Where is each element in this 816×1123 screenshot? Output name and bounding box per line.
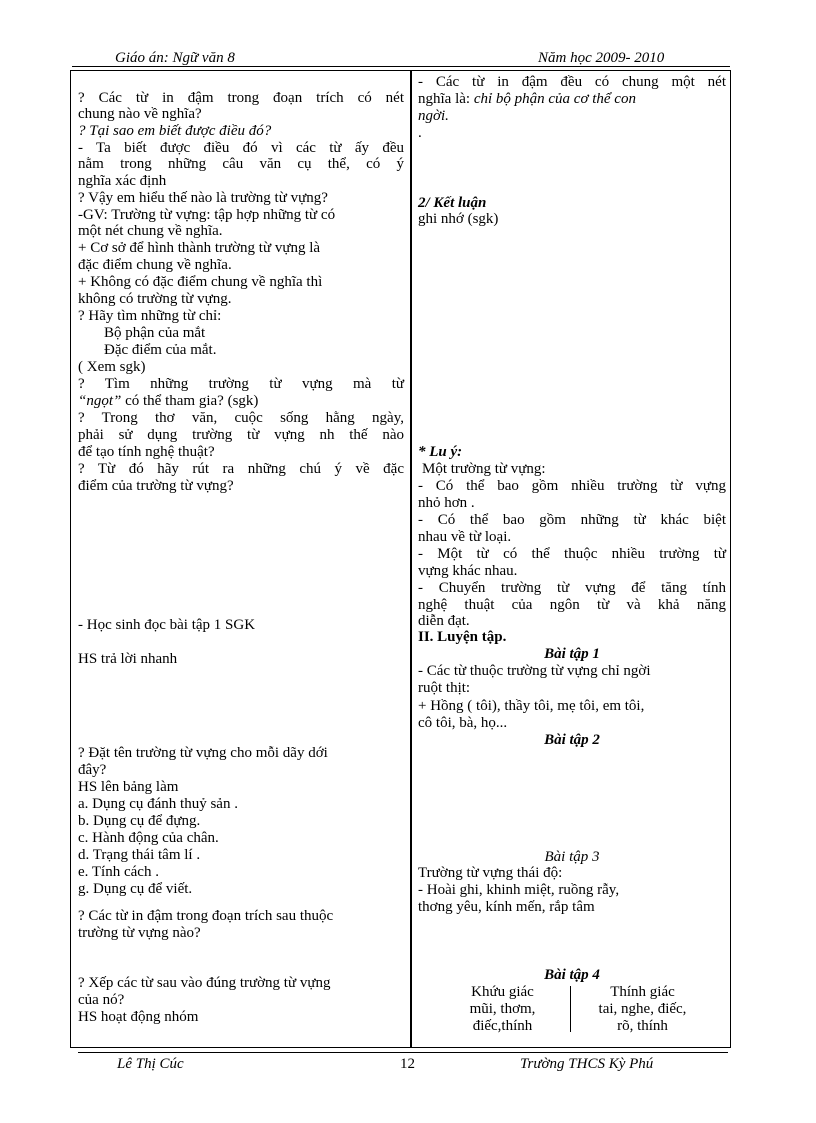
- right-line: + Hồng ( tôi), thầy tôi, mẹ tôi, em tôi,: [418, 698, 645, 714]
- left-line: ? Tại sao em biết được điều đó?: [78, 123, 272, 139]
- exercise-2-heading: Bài tập 2: [544, 732, 600, 748]
- left-line: ? Các từ in đậm trong đoạn trích có nét: [78, 90, 404, 106]
- right-line: thơng yêu, kính mến, rắp tâm: [418, 899, 595, 915]
- left-line: trường từ vựng nào?: [78, 925, 201, 941]
- right-line-text: nghĩa là:: [418, 91, 471, 107]
- sense-hearing-title: Thính giác: [610, 984, 675, 1000]
- left-line: + Không có đặc điểm chung về nghĩa thì: [78, 274, 323, 290]
- left-line: ( Xem sgk): [78, 359, 146, 375]
- right-line: nghệ thuật của ngôn từ và khả năng: [418, 597, 726, 613]
- right-line: cô tôi, bà, họ...: [418, 715, 508, 731]
- left-line: -GV: Trường từ vựng: tập hợp những từ có: [78, 207, 336, 223]
- left-line: nghĩa xác định: [78, 173, 167, 189]
- right-line: Một trường từ vựng:: [422, 461, 546, 477]
- left-line: ? Xếp các từ sau vào đúng trường từ vựng: [78, 975, 331, 991]
- left-line: HS trả lời nhanh: [78, 651, 178, 667]
- right-line: - Có thể bao gồm nhiều trường từ vựng: [418, 478, 726, 494]
- column-divider: [410, 70, 412, 1048]
- left-line: HS hoạt động nhóm: [78, 1009, 199, 1025]
- header-rule: [72, 66, 730, 67]
- left-line: [78, 393, 404, 409]
- exercise-4-heading: Bài tập 4: [544, 967, 600, 983]
- sense-smell-title: Khứu giác: [471, 984, 534, 1000]
- left-line: một nét chung về nghĩa.: [78, 223, 223, 239]
- right-line: - Hoài ghi, khinh miệt, ruồng rẫy,: [418, 882, 620, 898]
- sense-hearing-line: tai, nghe, điếc,: [598, 1001, 687, 1017]
- left-line: ? Hãy tìm những từ chỉ:: [78, 308, 222, 324]
- right-line: - Chuyển trường từ vựng để tăng tính: [418, 580, 726, 596]
- conclusion-heading: 2/ Kết luận: [418, 195, 487, 211]
- footer-author: Lê Thị Cúc: [117, 1056, 184, 1072]
- sense-smell-line: điếc,thính: [472, 1018, 533, 1034]
- left-line: đây?: [78, 762, 107, 778]
- practice-heading: II. Luyện tập.: [418, 629, 507, 645]
- right-line: diễn đạt.: [418, 613, 470, 629]
- left-line: HS lên bảng làm: [78, 779, 179, 795]
- right-line: ghi nhớ (sgk): [418, 211, 499, 227]
- header-lesson-title: Giáo án: Ngữ văn 8: [115, 50, 235, 66]
- left-line: đặc điểm chung về nghĩa.: [78, 257, 232, 273]
- left-line: + Cơ sở để hình thành trường từ vựng là: [78, 240, 321, 256]
- page-number: 12: [400, 1056, 415, 1072]
- left-line: ? Từ đó hãy rút ra những chú ý về đặc: [78, 461, 404, 477]
- left-line: - Học sinh đọc bài tập 1 SGK: [78, 617, 256, 633]
- left-line: - Ta biết được điều đó vì các từ ấy đều: [78, 140, 404, 156]
- left-line: ? Các từ in đậm trong đoạn trích sau thuộc: [78, 908, 334, 924]
- exercise-1-heading: Bài tập 1: [544, 646, 600, 662]
- left-line: c. Hành động của chân.: [78, 830, 219, 846]
- right-line: nhau về từ loại.: [418, 529, 512, 545]
- left-line: ? Trong thơ văn, cuộc sống hằng ngày,: [78, 410, 404, 426]
- right-line: Trường từ vựng thái độ:: [418, 865, 563, 881]
- left-line: ? Vậy em hiểu thế nào là trường từ vựng?: [78, 190, 328, 206]
- right-line: - Các từ in đậm đều có chung một nét: [418, 74, 726, 90]
- right-line: .: [418, 125, 422, 141]
- left-line: Đặc điểm của mắt.: [104, 342, 217, 358]
- left-line: g. Dụng cụ để viết.: [78, 881, 193, 897]
- right-line: nhỏ hơn .: [418, 495, 475, 511]
- right-line: ruột thịt:: [418, 680, 471, 696]
- left-line: không có trường từ vựng.: [78, 291, 232, 307]
- right-line: - Có thể bao gồm những từ khác biệt: [418, 512, 726, 528]
- left-line: ? Tìm những trường từ vựng mà từ: [78, 376, 404, 392]
- left-line: nằm trong những câu văn cụ thể, có ý: [78, 156, 404, 172]
- left-line: của nó?: [78, 992, 125, 1008]
- sense-smell-line: mũi, thơm,: [469, 1001, 536, 1017]
- left-line: để tạo tính nghệ thuật?: [78, 444, 215, 460]
- footer-rule: [78, 1052, 728, 1053]
- senses-grouping: [440, 984, 710, 1036]
- note-heading: * Lu ý:: [418, 444, 463, 460]
- right-line: vựng khác nhau.: [418, 563, 518, 579]
- left-line: ? Đặt tên trường từ vựng cho mỗi dãy dới: [78, 745, 328, 761]
- left-line: b. Dụng cụ để đựng.: [78, 813, 201, 829]
- right-line: ngời.: [418, 108, 449, 124]
- left-line: Bộ phận của mắt: [104, 325, 206, 341]
- sense-hearing-line: rõ, thính: [617, 1018, 668, 1034]
- left-line: e. Tính cách .: [78, 864, 159, 880]
- left-line-text: có thể tham gia? (sgk): [125, 393, 259, 409]
- left-line: a. Dụng cụ đánh thuỷ sản .: [78, 796, 238, 812]
- ngot-word: “ngọt”: [78, 393, 122, 409]
- senses-divider: [570, 986, 571, 1032]
- footer-school: Trường THCS Kỳ Phú: [520, 1056, 654, 1072]
- header-school-year: Năm học 2009- 2010: [538, 50, 665, 66]
- left-line: phải sử dụng trường từ vựng nh thế nào: [78, 427, 404, 443]
- right-line: - Các từ thuộc trường từ vựng chỉ ngời: [418, 663, 651, 679]
- exercise-3-heading: Bài tập 3: [544, 849, 600, 865]
- right-line: [418, 91, 726, 107]
- left-line: chung nào về nghĩa?: [78, 106, 202, 122]
- left-line: điểm của trường từ vựng?: [78, 478, 234, 494]
- right-line-italic: chỉ bộ phận của cơ thể con: [473, 91, 636, 107]
- right-line: - Một từ có thể thuộc nhiều trường từ: [418, 546, 726, 562]
- left-line: d. Trạng thái tâm lí .: [78, 847, 201, 863]
